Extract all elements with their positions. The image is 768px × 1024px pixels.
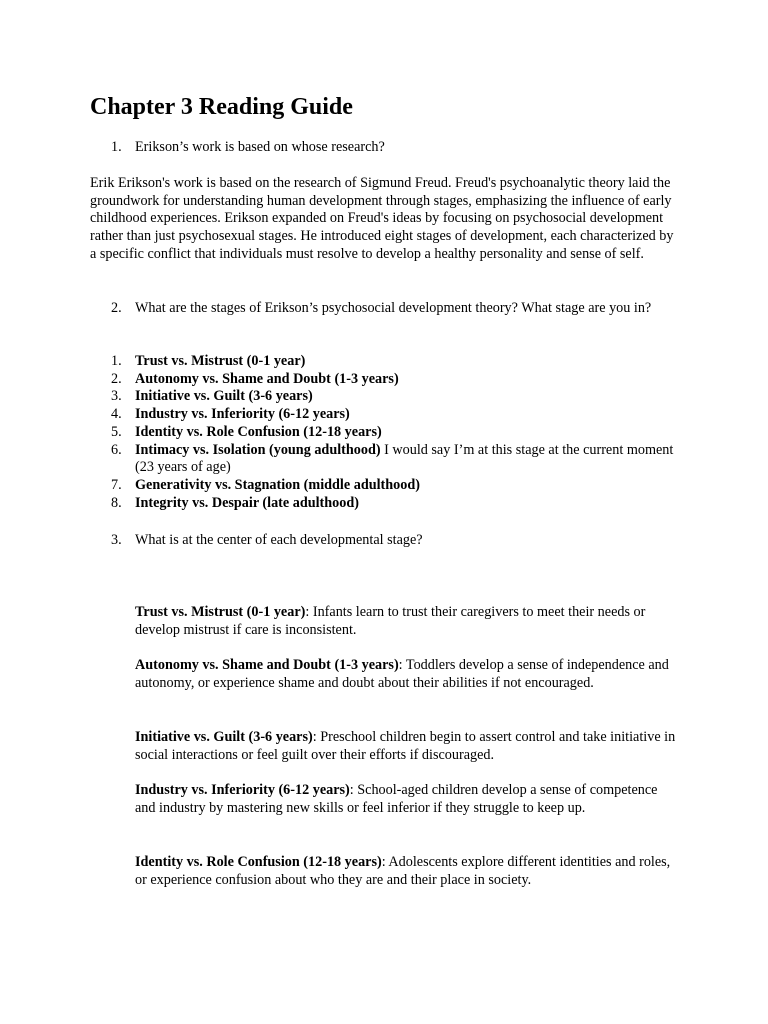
stage-description-text: : Adolescents explore different identities and roles, or experience confusion about who they are and their place in society. [135,854,671,888]
question-text: What is at the center of each developmental stage? [135,532,423,548]
stage-number: 1. [111,353,122,369]
stage-description-title: Industry vs. Inferiority (6-12 years) [135,782,350,798]
stage-description [135,854,680,889]
stage-description-text: : Preschool children begin to assert control and take initiative in social interactions or feel guilt over their efforts if discouraged. [135,729,676,763]
stage-description-title: Identity vs. Role Confusion (12-18 years) [135,854,382,870]
stage-description-title: Trust vs. Mistrust (0-1 year) [135,604,306,620]
stage-number: 8. [111,495,122,511]
answer-1-paragraph: Erik Erikson's work is based on the research of Sigmund Freud. Freud's psychoanalytic theory laid the groundwork for understanding human development through stages, emphasizing the influence of early childhood experiences. Erikson expanded on Freud's ideas by focusing on psychosocial development rather than just psychosexual stages. He introduced eight stages of development, each characterized by a specific conflict that individuals must resolve to develop a healthy personality and sense of self. [90,175,674,262]
stage-description [135,782,680,817]
page-title: Chapter 3 Reading Guide [90,94,353,120]
stage-name: Initiative vs. Guilt (3-6 years) [135,388,313,405]
question-text: What are the stages of Erikson’s psychosocial development theory? What stage are you in? [135,300,652,316]
stage-description-text: : Infants learn to trust their caregivers to meet their needs or develop mistrust if care is inconsistent. [135,604,646,638]
stage-number: 4. [111,406,122,423]
stage-description [135,657,680,692]
stage-number: 6. [111,441,122,458]
question-number: 3. [111,532,122,548]
stage-note: I would say I’m at this stage at the current moment (23 years of age) [135,441,674,476]
question-number: 1. [111,139,122,155]
stage-name: Autonomy vs. Shame and Doubt (1-3 years) [135,370,399,387]
stage-description-title: Initiative vs. Guilt (3-6 years) [135,729,313,745]
stage-name: Intimacy vs. Isolation (young adulthood) [135,441,381,458]
stage-name: Generativity vs. Stagnation (middle adulthood) [135,477,420,493]
stage-description [135,604,680,639]
stage-description [135,729,680,764]
stage-number: 5. [111,423,122,440]
question-number: 2. [111,300,122,316]
stage-number: 2. [111,370,122,387]
stage-number: 7. [111,477,122,493]
question-text: Erikson’s work is based on whose research? [135,139,385,155]
stage-number: 3. [111,388,122,405]
stage-name: Identity vs. Role Confusion (12-18 years) [135,423,382,440]
stage-description-text: : School-aged children develop a sense of competence and industry by mastering new skills or feel inferior if they struggle to keep up. [135,782,658,816]
stage-description-title: Autonomy vs. Shame and Doubt (1-3 years) [135,657,399,673]
stage-description-text: : Toddlers develop a sense of independence and autonomy, or experience shame and doubt about their abilities if not encouraged. [135,657,669,691]
stage-name: Industry vs. Inferiority (6-12 years) [135,406,350,423]
stage-name: Trust vs. Mistrust (0-1 year) [135,353,306,369]
stage-name: Integrity vs. Despair (late adulthood) [135,495,359,511]
